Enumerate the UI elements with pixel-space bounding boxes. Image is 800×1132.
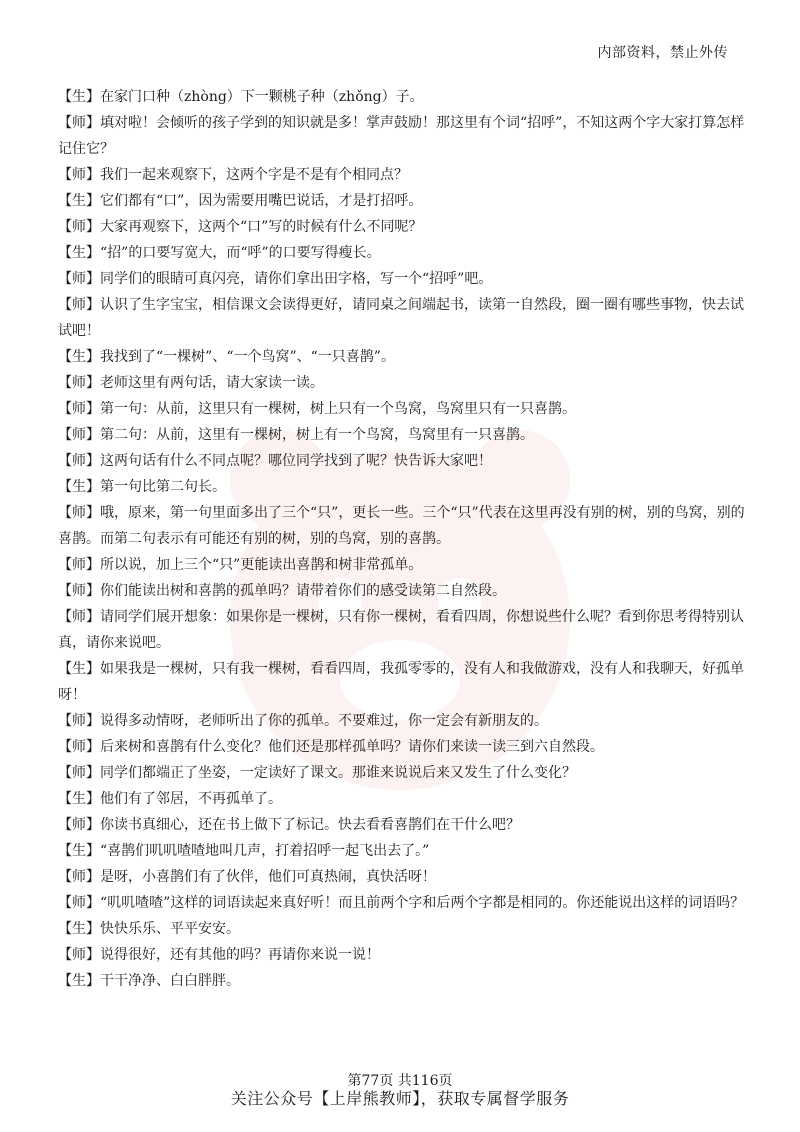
dialogue-line (58, 240, 750, 266)
dialogue-text: 大家再观察下，这两个“口”写的时候有什么不同呢？ (100, 219, 423, 235)
speaker-tag: 【生】 (58, 89, 100, 105)
dialogue-text: 第二句：从前，这里有一棵树，树上有一个鸟窝，鸟窝里有一只喜鹊。 (100, 427, 534, 443)
dialogue-text: 我找到了“一棵树”、“一个鸟窝”、“一只喜鹊”。 (100, 349, 395, 365)
dialogue-line (58, 760, 750, 786)
speaker-tag: 【师】 (58, 115, 100, 131)
promo-text: 关注公众号【上岸熊教师】，获取专属督学服务 (230, 1089, 570, 1108)
speaker-tag: 【师】 (58, 817, 100, 833)
dialogue-text: “喜鹊们叽叽喳喳地叫几声，打着招呼一起飞出去了。” (100, 843, 430, 859)
dialogue-line (58, 500, 750, 552)
dialogue-line (58, 422, 750, 448)
speaker-tag: 【师】 (58, 167, 100, 183)
dialogue-text: 快快乐乐、平平安安。 (100, 921, 240, 937)
speaker-tag: 【师】 (58, 947, 100, 963)
dialogue-line (58, 864, 750, 890)
dialogue-text: 我们一起来观察下，这两个字是不是有个相同点？ (100, 167, 408, 183)
dialogue-line (58, 968, 750, 994)
dialogue-line (58, 84, 750, 110)
dialogue-text: 它们都有“口”，因为需要用嘴巴说话，才是打招呼。 (100, 193, 423, 209)
dialogue-text: “招”的口要写宽大，而“呼”的口要写得瘦长。 (100, 245, 381, 261)
dialogue-text: 你们能读出树和喜鹊的孤单吗？请带着你们的感受读第二自然段。 (100, 583, 506, 599)
dialogue-line (58, 812, 750, 838)
dialogue-line (58, 786, 750, 812)
speaker-tag: 【师】 (58, 453, 100, 469)
speaker-tag: 【师】 (58, 297, 100, 313)
dialogue-line (58, 552, 750, 578)
dialogue-line (58, 838, 750, 864)
speaker-tag: 【师】 (58, 375, 100, 391)
dialogue-line (58, 890, 750, 916)
speaker-tag: 【师】 (58, 765, 100, 781)
dialogue-line (58, 292, 750, 344)
speaker-tag: 【师】 (58, 739, 100, 755)
dialogue-text: 说得很好，还有其他的吗？再请你来说一说！ (100, 947, 380, 963)
speaker-tag: 【生】 (58, 791, 100, 807)
speaker-tag: 【师】 (58, 271, 100, 287)
dialogue-line (58, 396, 750, 422)
speaker-tag: 【师】 (58, 713, 100, 729)
speaker-tag: 【生】 (58, 973, 100, 989)
speaker-tag: 【生】 (58, 843, 100, 859)
speaker-tag: 【生】 (58, 479, 100, 495)
page-number: 第77页 共116页 (347, 1073, 453, 1089)
dialogue-text: 同学们的眼睛可真闪亮，请你们拿出田字格，写一个“招呼”吧。 (100, 271, 493, 287)
dialogue-text: 这两句话有什么不同点呢？哪位同学找到了呢？快告诉大家吧！ (100, 453, 492, 469)
dialogue-line (58, 266, 750, 292)
dialogue-text: 你读书真细心，还在书上做下了标记。快去看看喜鹊们在干什么吧？ (100, 817, 520, 833)
speaker-tag: 【师】 (58, 505, 100, 521)
speaker-tag: 【师】 (58, 609, 100, 625)
dialogue-text: 第一句：从前，这里只有一棵树，树上只有一个鸟窝，鸟窝里只有一只喜鹊。 (100, 401, 576, 417)
speaker-tag: 【生】 (58, 193, 100, 209)
speaker-tag: 【生】 (58, 661, 100, 677)
dialogue-text: 他们有了邻居，不再孤单了。 (100, 791, 282, 807)
dialogue-text: 所以说，加上三个“只”更能读出喜鹊和树非常孤单。 (100, 557, 423, 573)
dialogue-text: 干干净净、白白胖胖。 (100, 973, 240, 989)
speaker-tag: 【师】 (58, 219, 100, 235)
speaker-tag: 【师】 (58, 895, 100, 911)
dialogue-text: 第一句比第二句长。 (100, 479, 226, 495)
speaker-tag: 【师】 (58, 869, 100, 885)
dialogue-text: 后来树和喜鹊有什么变化？他们还是那样孤单吗？请你们来读一读三到六自然段。 (100, 739, 604, 755)
dialogue-text: “叽叽喳喳”这样的词语读起来真好听！而且前两个字和后两个字都是相同的。你还能说出这样的词语吗？ (100, 895, 745, 911)
dialogue-text: 如果我是一棵树，只有我一棵树，看看四周，我孤零零的，没有人和我做游戏，没有人和我聊天，好孤单呀！ (58, 661, 744, 703)
speaker-tag: 【生】 (58, 349, 100, 365)
dialogue-line (58, 214, 750, 240)
dialogue-line (58, 942, 750, 968)
dialogue-line (58, 370, 750, 396)
dialogue-text: 老师这里有两句话，请大家读一读。 (100, 375, 324, 391)
dialogue-line (58, 656, 750, 708)
dialogue-text: 哦，原来，第一句里面多出了三个“只”，更长一些。三个“只”代表在这里再没有别的树，别的鸟窝，别的喜鹊。而第二句表示有可能还有别的树，别的鸟窝，别的喜鹊。 (58, 505, 745, 547)
dialogue-line (58, 448, 750, 474)
dialogue-line (58, 708, 750, 734)
dialogue-text: 请同学们展开想象：如果你是一棵树，只有你一棵树，看看四周，你想说些什么呢？看到你思考得特别认真，请你来说吧。 (58, 609, 744, 651)
dialogue-text: 认识了生字宝宝，相信课文会读得更好，请同桌之间端起书，读第一自然段，圈一圈有哪些事物，快去试试吧！ (58, 297, 744, 339)
confidential-note: 内部资料，禁止外传 (597, 45, 728, 61)
dialogue-line (58, 604, 750, 656)
dialogue-text: 说得多动情呀，老师听出了你的孤单。不要难过，你一定会有新朋友的。 (100, 713, 548, 729)
speaker-tag: 【师】 (58, 427, 100, 443)
dialogue-line (58, 474, 750, 500)
dialogue-text: 同学们都端正了坐姿，一定读好了课文。那谁来说说后来又发生了什么变化？ (100, 765, 576, 781)
speaker-tag: 【师】 (58, 401, 100, 417)
dialogue-content (58, 84, 750, 994)
dialogue-text: 在家门口种（zhòng）下一颗桃子种（zhǒng）子。 (100, 89, 424, 105)
dialogue-line (58, 188, 750, 214)
dialogue-text: 填对啦！会倾听的孩子学到的知识就是多！掌声鼓励！那这里有个词“招呼”，不知这两个字大家打算怎样记住它？ (58, 115, 745, 157)
dialogue-text: 是呀，小喜鹊们有了伙伴，他们可真热闹，真快活呀！ (100, 869, 436, 885)
dialogue-line (58, 916, 750, 942)
dialogue-line (58, 734, 750, 760)
speaker-tag: 【生】 (58, 921, 100, 937)
speaker-tag: 【师】 (58, 557, 100, 573)
dialogue-line (58, 162, 750, 188)
speaker-tag: 【师】 (58, 583, 100, 599)
speaker-tag: 【生】 (58, 245, 100, 261)
dialogue-line (58, 110, 750, 162)
dialogue-line (58, 344, 750, 370)
dialogue-line (58, 578, 750, 604)
